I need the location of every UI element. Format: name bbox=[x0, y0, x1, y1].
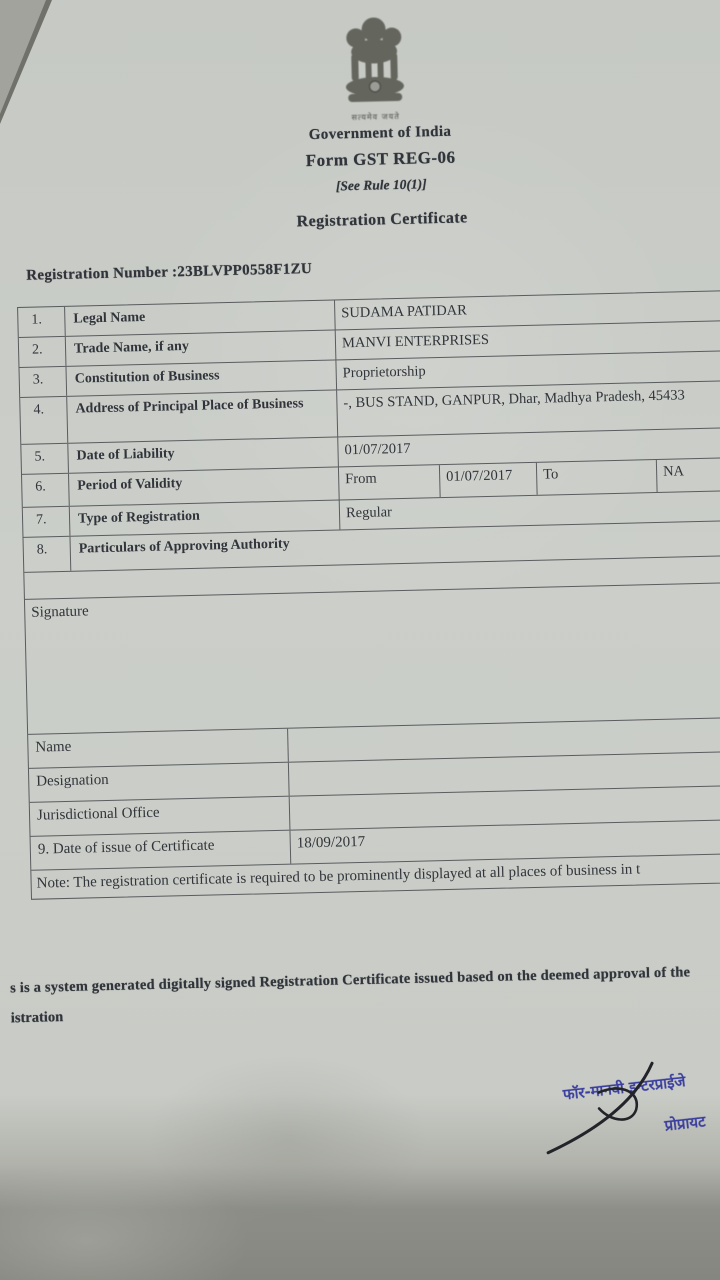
certificate-title: Registration Certificate bbox=[296, 209, 468, 231]
row-label: Jurisdictional Office bbox=[30, 797, 291, 836]
row-number: 1. bbox=[18, 307, 66, 337]
system-generated-line-2: istration bbox=[10, 1009, 64, 1027]
row-label: Particulars of Approving Authority bbox=[78, 536, 290, 557]
emblem-motto: सत्यमेव जयते bbox=[351, 111, 400, 123]
row-label: Constitution of Business bbox=[66, 360, 337, 395]
row-label: Trade Name, if any bbox=[66, 330, 337, 365]
row-label: Period of Validity bbox=[69, 467, 340, 505]
row-number: 6. bbox=[22, 474, 70, 507]
row-value: -, BUS STAND, GANPUR, Dhar, Madhya Pradesh, 45433 bbox=[343, 387, 685, 412]
row-number: 7. bbox=[23, 507, 71, 537]
table-row-signature bbox=[25, 582, 720, 734]
handwritten-firm-name: फॉर-मानवी इन्टरप्राईजे bbox=[562, 1072, 687, 1104]
handwritten-proprietor: प्रोप्रायट bbox=[663, 1112, 707, 1135]
row-label: 9. Date of issue of Certificate bbox=[31, 831, 292, 870]
row-label: Designation bbox=[29, 763, 290, 802]
india-emblem-icon bbox=[333, 11, 415, 117]
row-value: SUDAMA PATIDAR bbox=[341, 302, 468, 322]
validity-to-value: NA bbox=[662, 463, 685, 480]
row-value: Proprietorship bbox=[342, 363, 426, 382]
row-number: 4. bbox=[20, 397, 68, 444]
row-value: MANVI ENTERPRISES bbox=[341, 331, 490, 352]
validity-from-label: From bbox=[339, 465, 441, 499]
validity-from-value: 01/07/2017 bbox=[440, 463, 538, 497]
row-value: 18/09/2017 bbox=[296, 833, 366, 852]
pen-signature-stroke bbox=[530, 1049, 668, 1167]
row-label: Name bbox=[28, 729, 289, 768]
row-number: 3. bbox=[19, 367, 67, 397]
header-rule-ref: [See Rule 10(1)] bbox=[335, 176, 427, 194]
row-number: 8. bbox=[24, 537, 72, 572]
validity-to-label: To bbox=[537, 460, 658, 495]
signature-label: Signature bbox=[31, 603, 89, 621]
registration-number-line bbox=[26, 261, 312, 285]
registration-number-label: Registration Number : bbox=[26, 264, 178, 284]
row-value: Regular bbox=[345, 504, 393, 522]
registration-number-value: 23BLVPP0558F1ZU bbox=[177, 261, 313, 281]
header-government: Government of India bbox=[308, 123, 452, 144]
row-label: Legal Name bbox=[65, 300, 336, 335]
row-label: Date of Liability bbox=[68, 437, 339, 472]
row-value: 01/07/2017 bbox=[344, 440, 411, 459]
note-text: Note: The registration certificate is required to be prominently displayed at all places of business in t bbox=[36, 861, 641, 892]
row-number: 5. bbox=[21, 444, 69, 474]
row-number: 2. bbox=[19, 337, 67, 367]
header-form-number: Form GST REG-06 bbox=[305, 147, 456, 171]
row-label: Type of Registration bbox=[70, 500, 341, 535]
system-generated-line: s is a system generated digitally signed Registration Certificate issued based on the deemed approval of the bbox=[9, 964, 691, 997]
row-label: Address of Principal Place of Business bbox=[67, 390, 338, 442]
certificate-table bbox=[17, 289, 720, 899]
